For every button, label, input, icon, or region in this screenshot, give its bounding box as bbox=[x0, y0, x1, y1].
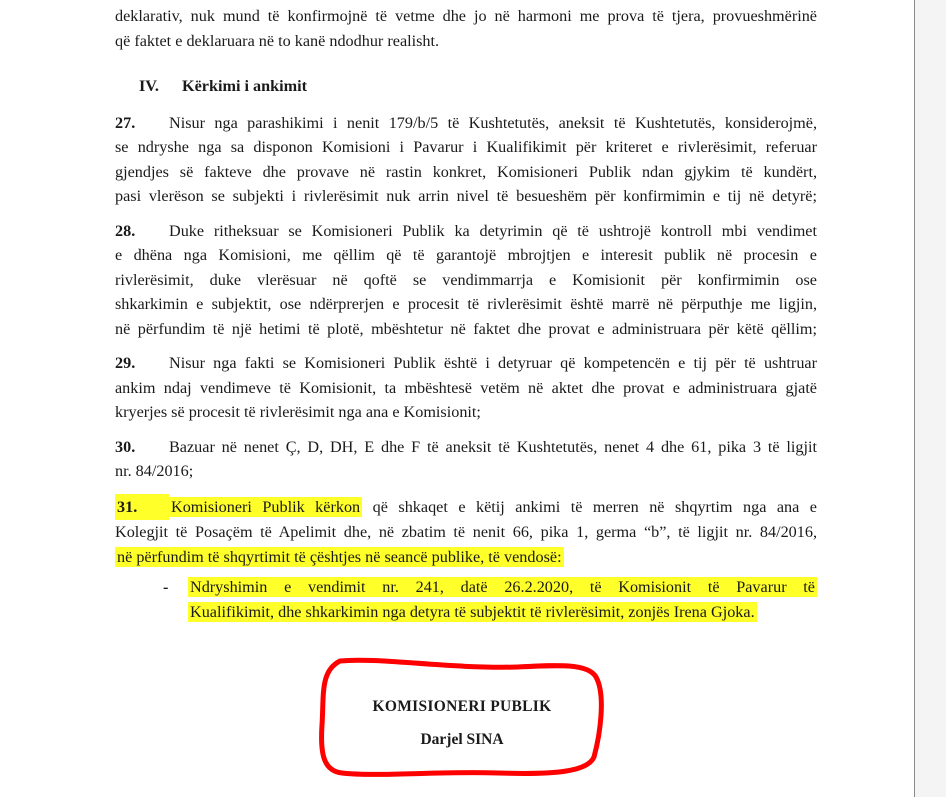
paragraph-line: në përfundim të një hetimi të plotë, mbështetur në faktet dhe provat e administruara për këtë qëllim; bbox=[115, 319, 817, 338]
paragraph-31 bbox=[115, 494, 817, 570]
paragraph-text: Nisur nga parashikimi i nenit 179/b/5 të Kushtetutës, aneksit të Kushtetutës, konsiderojmë, bbox=[169, 113, 817, 132]
paragraph-first-line bbox=[115, 219, 817, 244]
paragraph-line: rivlerësimit, duke vlerësuar në qoftë se vendimmarrja e Komisionit për konfirmimin ose bbox=[115, 270, 817, 289]
paragraph-line: se ndryshe nga sa disponon Komisioni i Pavarur i Kualifikimit për kriteret e rivlerësimit, referuar bbox=[115, 138, 817, 156]
paragraph-first-line bbox=[115, 351, 817, 376]
section-heading bbox=[139, 74, 817, 99]
paragraph-first-line bbox=[115, 111, 817, 136]
intro-line: deklarativ, nuk mund të konfirmojnë të vetme dhe jo në harmoni me prova të tjera, provueshmërinë bbox=[115, 7, 817, 25]
signature-block bbox=[318, 655, 606, 779]
bullet-line bbox=[188, 600, 817, 625]
paragraph-27 bbox=[115, 111, 817, 209]
paragraph-text: Duke ritheksuar se Komisioneri Publik ka detyrimin që të ushtrojë kontroll mbi vendimet bbox=[169, 221, 817, 240]
intro-line: që faktet e deklaruara në to kanë ndodhur realisht. bbox=[115, 31, 440, 50]
section-title: Kërkimi i ankimit bbox=[182, 77, 308, 95]
paragraph-text: që shkaqet e këtij ankimi të merren në shqyrtim nga ana e bbox=[362, 497, 817, 516]
paragraph-number: 28. bbox=[115, 221, 136, 240]
paragraph-line: gjendjes së fakteve dhe provave në rastin konkret, Komisioneri Publik ndan gjykim të kundërt, bbox=[115, 162, 817, 181]
paragraph-number: 27. bbox=[115, 113, 136, 132]
paragraph-28 bbox=[115, 219, 817, 342]
paragraph-number: 30. bbox=[115, 437, 136, 456]
paragraph-line: nr. 84/2016; bbox=[115, 462, 194, 480]
highlighted-text: Komisioneri Publik kërkon bbox=[171, 497, 361, 516]
section-number: IV. bbox=[139, 77, 159, 95]
paragraph-text: Bazuar në nenet Ç, D, DH, E dhe F të aneksit të Kushtetutës, nenet 4 dhe 61, pika 3 të ligjit bbox=[169, 437, 817, 456]
highlighted-text: Kualifikimit, dhe shkarkimin nga detyra të subjektit të rivlerësimit, zonjës Irena Gjoka. bbox=[190, 602, 755, 621]
document-body bbox=[115, 0, 817, 624]
paragraph-number: 31. bbox=[115, 494, 169, 521]
intro-paragraph bbox=[115, 4, 817, 53]
highlighted-text: në përfundim të shqyrtimit të çështjes në seancë publike, të vendosë: bbox=[117, 547, 562, 566]
red-circle-annotation bbox=[318, 655, 606, 779]
paragraph-first-line bbox=[115, 435, 817, 460]
paragraph-line: kryerjes së procesit të rivlerësimit nga ana e Komisionit; bbox=[115, 403, 481, 421]
bullet-line bbox=[188, 575, 817, 600]
paragraph-line: Kolegjit të Posaçëm të Apelimit dhe, në zbatim të nenit 66, pika 1, germa “b”, të ligjit nr. 84/2016, bbox=[115, 523, 817, 541]
paragraph-29 bbox=[115, 351, 817, 425]
paragraph-first-line bbox=[115, 494, 817, 521]
paragraph-line: shkarkimin e subjektit, ose ndërprerjen e procesit të rivlerësimit është marrë në përputhje me ligjin, bbox=[115, 295, 817, 313]
paragraph-line: pasi vlerëson se subjekti i rivlerësimit nuk arrin nivel të besueshëm për konfirmimin e tij në detyrë; bbox=[115, 187, 817, 205]
paragraph-line: e dhëna nga Komisioni, me qëllim që të garantojë mbrojtjen e interesit publik në procesin e bbox=[115, 246, 817, 264]
paragraph-number: 29. bbox=[115, 354, 136, 372]
viewer-background bbox=[915, 0, 946, 797]
paragraph-text: Nisur nga fakti se Komisioneri Publik është i detyruar që kompetencën e tij për të ushtruar bbox=[169, 354, 817, 372]
signatory-title: KOMISIONERI PUBLIK bbox=[372, 698, 552, 715]
highlighted-text: Ndryshimin e vendimit nr. 241, datë 26.2.2020, të Komisionit të Pavarur të bbox=[190, 578, 815, 596]
bullet-dash: - bbox=[163, 578, 169, 596]
paragraph-30 bbox=[115, 435, 817, 484]
request-bullet bbox=[163, 575, 817, 624]
paragraph-line: ankim ndaj vendimeve të Komisionit, ta mbështesë vetëm në aktet dhe provat e administruara gjatë bbox=[115, 378, 817, 397]
signatory-name: Darjel SINA bbox=[420, 731, 504, 748]
paragraph-line bbox=[115, 545, 817, 570]
